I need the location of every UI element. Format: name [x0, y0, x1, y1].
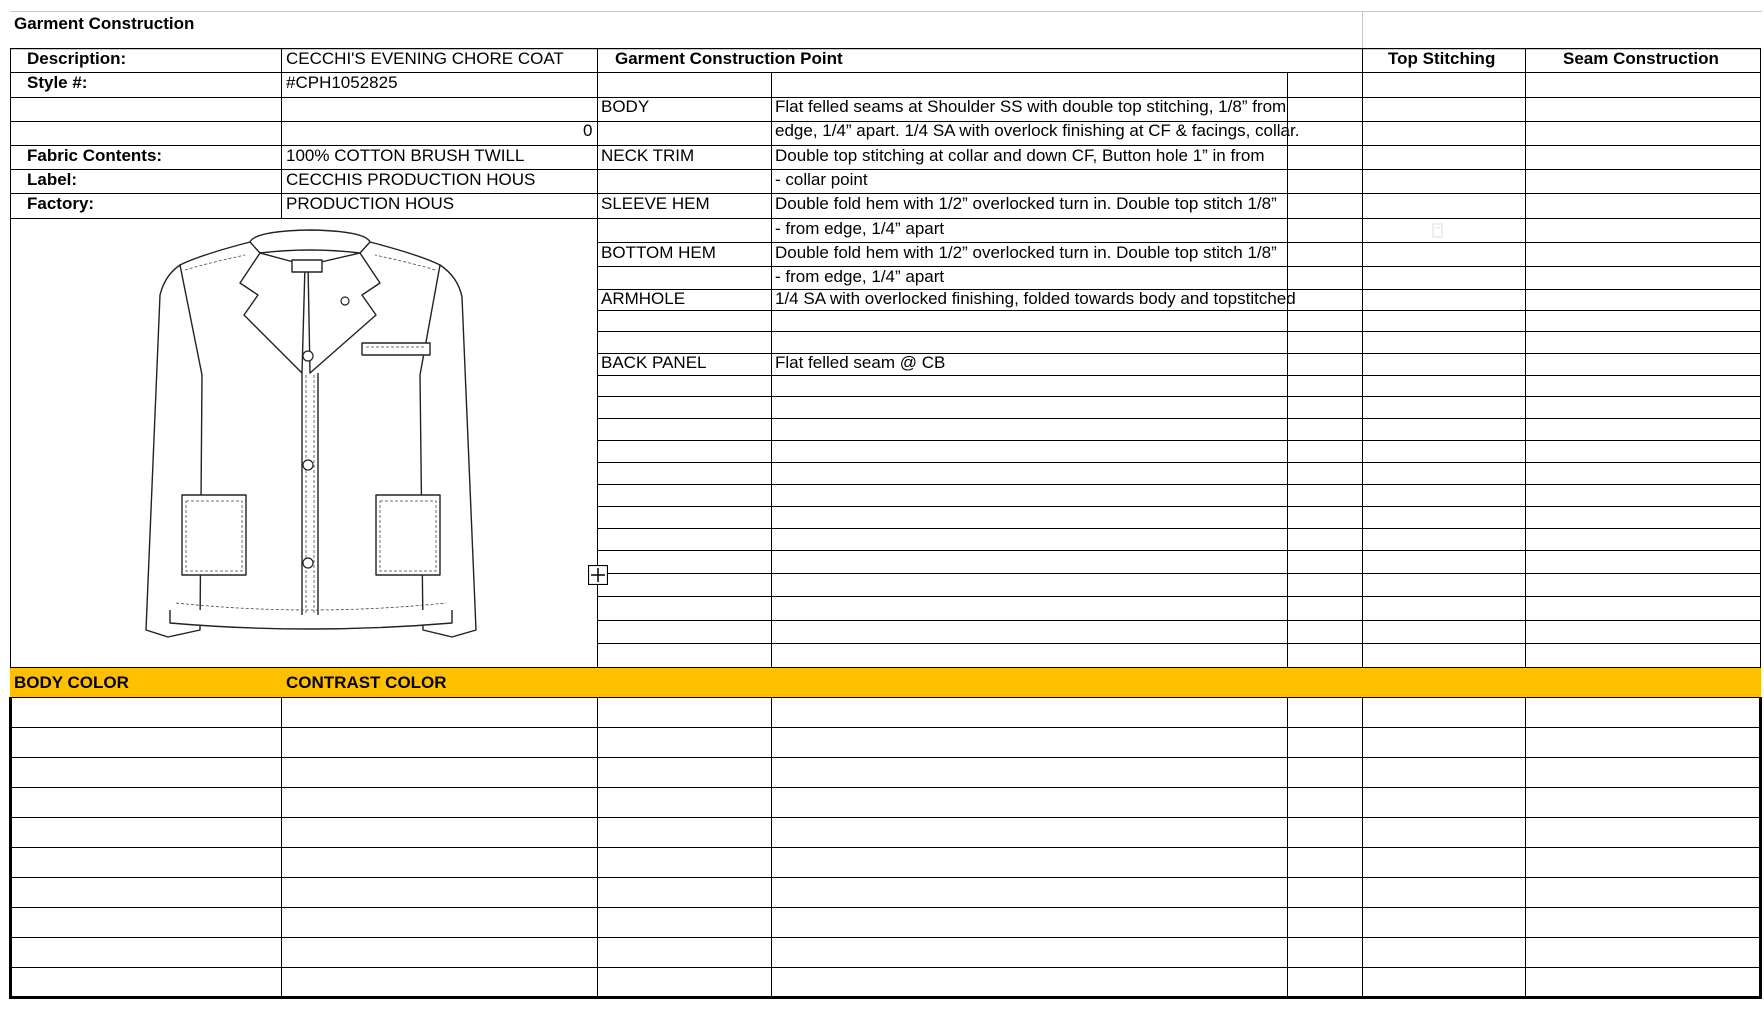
- grid-col-line: [597, 48, 598, 697]
- grid-col-line: [1525, 48, 1526, 697]
- grid-row-line: [10, 48, 1761, 49]
- grid-col-line: [281, 697, 282, 998]
- grid-col-line: [1362, 697, 1363, 998]
- construction-detail-cell[interactable]: - collar point: [775, 170, 868, 189]
- grid-row-line: [10, 996, 1761, 999]
- grid-col-line: [1362, 48, 1363, 697]
- grid-col-line: [281, 48, 282, 218]
- title-divider: [1362, 11, 1363, 48]
- body-color-header: BODY COLOR: [14, 673, 129, 692]
- grid-row-line: [10, 907, 1761, 908]
- grid-col-line: [1759, 697, 1762, 999]
- grid-col-line: [1287, 72, 1288, 697]
- construction-detail-cell[interactable]: Flat felled seams at Shoulder SS with double top stitching, 1/8” from: [775, 97, 1287, 116]
- construction-point-cell[interactable]: ARMHOLE: [601, 289, 686, 308]
- grid-row-line: [10, 877, 1761, 878]
- construction-detail-cell[interactable]: Double fold hem with 1/2” overlocked turn in. Double top stitch 1/8”: [775, 194, 1277, 213]
- grid-row-line: [10, 97, 597, 98]
- grid-row-line: [10, 218, 597, 219]
- factory-value[interactable]: PRODUCTION HOUS: [286, 194, 455, 213]
- grid-col-line: [1760, 48, 1761, 697]
- description-label: Description:: [27, 49, 127, 68]
- grid-row-line: [10, 727, 1761, 728]
- construction-detail-cell[interactable]: edge, 1/4” apart. 1/4 SA with overlock finishing at CF & facings, collar.: [775, 121, 1300, 140]
- comment-marker-icon[interactable]: [1431, 222, 1445, 240]
- title-bar: [10, 11, 1762, 50]
- construction-point-cell[interactable]: BOTTOM HEM: [601, 243, 716, 262]
- grid-row-line: [10, 847, 1761, 848]
- label-label: Label:: [27, 170, 78, 189]
- grid-row-line: [10, 787, 1761, 788]
- grid-col-line: [597, 697, 598, 998]
- factory-label: Factory:: [27, 194, 95, 213]
- description-value[interactable]: CECCHI'S EVENING CHORE COAT: [286, 49, 564, 68]
- style-label: Style #:: [27, 73, 88, 92]
- construction-point-cell[interactable]: BACK PANEL: [601, 353, 707, 372]
- construction-detail-cell[interactable]: Flat felled seam @ CB: [775, 353, 946, 372]
- construction-point-cell[interactable]: NECK TRIM: [601, 146, 695, 165]
- sheet-title: Garment Construction: [14, 14, 195, 33]
- construction-point-header: Garment Construction Point: [615, 49, 843, 68]
- fabric-label: Fabric Contents:: [27, 146, 163, 165]
- seam-construction-header: Seam Construction: [1563, 49, 1719, 68]
- color-header-band: [10, 668, 1761, 697]
- grid-row-line: [10, 757, 1761, 758]
- grid-col-line: [771, 697, 772, 998]
- grid-col-line: [1287, 697, 1288, 998]
- construction-detail-cell[interactable]: Double top stitching at collar and down CF, Button hole 1” in from: [775, 146, 1265, 165]
- grid-col-line: [1525, 697, 1526, 998]
- construction-detail-cell[interactable]: Double fold hem with 1/2” overlocked turn in. Double top stitch 1/8”: [775, 243, 1277, 262]
- fabric-value[interactable]: 100% COTTON BRUSH TWILL: [286, 146, 525, 165]
- top-stitching-header: Top Stitching: [1388, 49, 1496, 68]
- construction-detail-cell[interactable]: - from edge, 1/4” apart: [775, 267, 945, 286]
- grid-row-line: [10, 937, 1761, 938]
- plus-box-icon[interactable]: [588, 565, 608, 585]
- chore-coat-sketch: [140, 225, 480, 645]
- blank-number-cell[interactable]: 0: [583, 121, 593, 140]
- style-value[interactable]: #CPH1052825: [286, 73, 398, 92]
- construction-point-cell[interactable]: BODY: [601, 97, 650, 116]
- grid-row-line: [10, 817, 1761, 818]
- grid-row-line: [10, 967, 1761, 968]
- grid-col-line: [771, 72, 772, 697]
- label-value[interactable]: CECCHIS PRODUCTION HOUS: [286, 170, 536, 189]
- grid-col-line: [10, 48, 11, 697]
- construction-detail-cell[interactable]: - from edge, 1/4” apart: [775, 219, 945, 238]
- construction-detail-cell[interactable]: 1/4 SA with overlocked finishing, folded towards body and topstitched: [775, 289, 1296, 308]
- construction-point-cell[interactable]: SLEEVE HEM: [601, 194, 710, 213]
- grid-row-line: [10, 121, 597, 122]
- contrast-color-header: CONTRAST COLOR: [286, 673, 447, 692]
- grid-col-line: [9, 697, 12, 999]
- grid-row-line: [10, 697, 1761, 698]
